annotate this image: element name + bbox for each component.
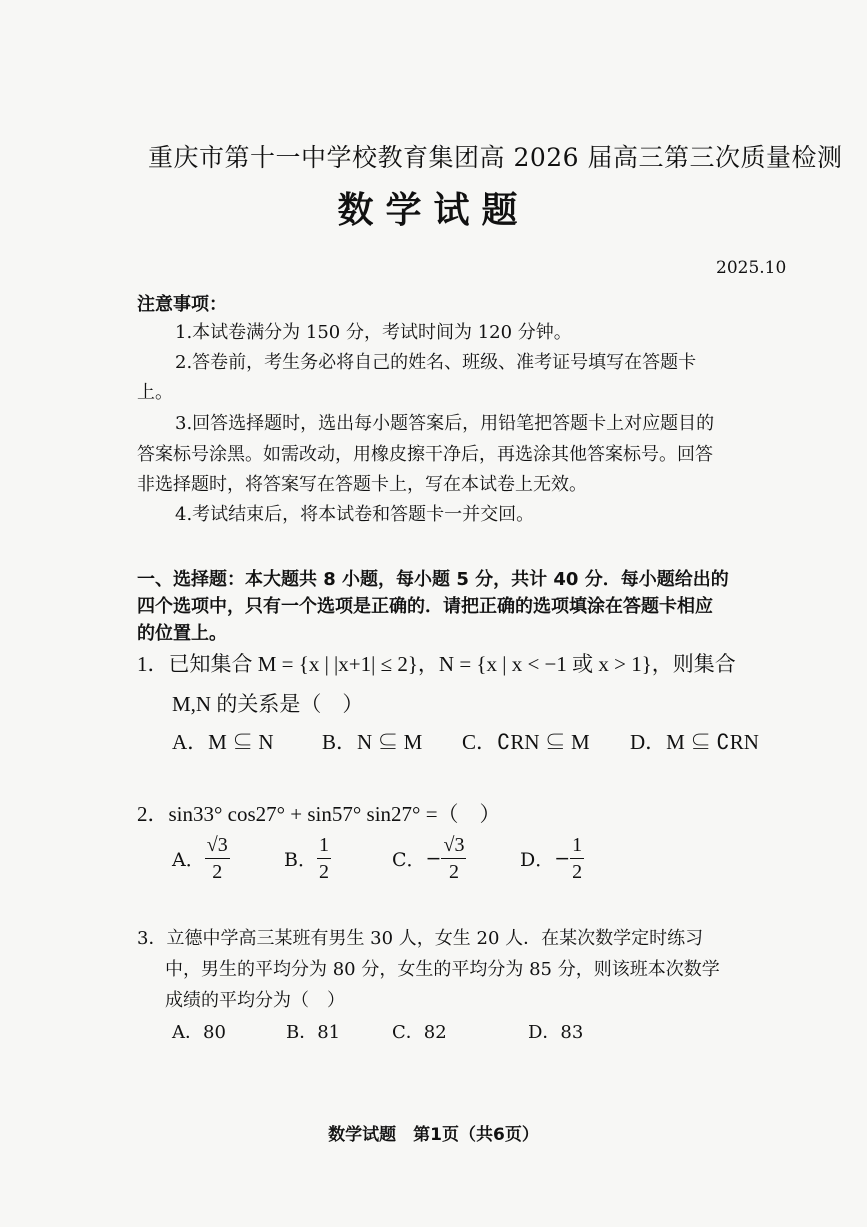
page-footer: 数学试题 第1页（共6页）	[328, 1125, 539, 1145]
fraction-denominator: 2	[448, 861, 459, 883]
question-1-option-b: B．N ⊆ M	[322, 730, 423, 754]
question-3-option-b: B．81	[286, 1022, 341, 1043]
notice-line-3a: 3.回答选择题时，选出每小题答案后，用铅笔把答题卡上对应题目的	[175, 413, 715, 434]
fraction-numerator: 1	[317, 832, 331, 859]
question-1-option-a: A．M ⊆ N	[172, 730, 274, 754]
question-3-stem-2: 中，男生的平均分为 80 分，女生的平均分为 85 分，则该班本次数学	[165, 959, 720, 980]
fraction	[205, 832, 230, 885]
notice-line-1: 1.本试卷满分为 150 分，考试时间为 120 分钟。	[175, 322, 572, 343]
option-sign: −	[425, 847, 442, 870]
section-heading-line-1: 一、选择题：本大题共 8 小题，每小题 5 分，共计 40 分．每小题给出的	[137, 569, 729, 590]
question-3-option-d: D．83	[528, 1022, 584, 1043]
question-2-stem: 2．sin33° cos27° + sin57° sin27° =（ ）	[137, 802, 501, 826]
option-label: D．	[520, 849, 555, 871]
notice-line-4: 4.考试结束后，将本试卷和答题卡一并交回。	[175, 504, 535, 525]
subject-title: 数学试题	[337, 190, 530, 231]
exam-date: 2025.10	[716, 258, 787, 278]
option-label: B．	[284, 849, 317, 871]
question-1-stem: 1．已知集合 M = {x | |x+1| ≤ 2}，N = {x | x < −1 或 x > 1}，则集合	[137, 652, 736, 676]
question-2-option-b	[284, 832, 331, 885]
question-1-stem-2: M,N 的关系是（ ）	[172, 692, 364, 716]
question-3-stem-3: 成绩的平均分为（ ）	[165, 990, 345, 1011]
fraction-denominator: 2	[212, 861, 223, 883]
question-2-option-c	[392, 832, 466, 885]
fraction-denominator: 2	[572, 861, 583, 883]
question-2-option-d	[520, 832, 584, 885]
fraction	[441, 832, 466, 885]
section-heading-line-3: 的位置上。	[137, 623, 227, 644]
fraction	[317, 832, 331, 885]
fraction-denominator: 2	[318, 861, 329, 883]
notice-line-3c: 非选择题时，将答案写在答题卡上，写在本试卷上无效。	[137, 474, 587, 495]
fraction	[570, 832, 584, 885]
question-3-option-a: A．80	[172, 1022, 226, 1043]
question-3-stem-1: 3．立德中学高三某班有男生 30 人，女生 20 人．在某次数学定时练习	[137, 928, 704, 949]
notice-line-3b: 答案标号涂黑。如需改动，用橡皮擦干净后，再选涂其他答案标号。回答	[137, 444, 713, 465]
question-1-option-c: C．∁RN ⊆ M	[462, 730, 590, 754]
fraction-numerator: 1	[570, 832, 584, 859]
notice-line-2b: 上。	[137, 382, 173, 403]
fraction-numerator: √3	[441, 832, 466, 859]
notice-line-2a: 2.答卷前，考生务必将自己的姓名、班级、准考证号填写在答题卡	[175, 352, 697, 373]
option-label: A．	[172, 849, 205, 871]
notice-heading: 注意事项：	[137, 294, 227, 315]
question-3-option-c: C．82	[392, 1022, 447, 1043]
option-sign: −	[554, 847, 571, 870]
section-heading-line-2: 四个选项中，只有一个选项是正确的．请把正确的选项填涂在答题卡相应	[137, 596, 713, 617]
option-label: C．	[392, 849, 426, 871]
question-2-option-a	[172, 832, 230, 885]
school-title: 重庆市第十一中学校教育集团高 2026 届高三第三次质量检测	[148, 143, 843, 172]
fraction-numerator: √3	[205, 832, 230, 859]
question-1-option-d: D．M ⊆ ∁RN	[630, 730, 759, 754]
